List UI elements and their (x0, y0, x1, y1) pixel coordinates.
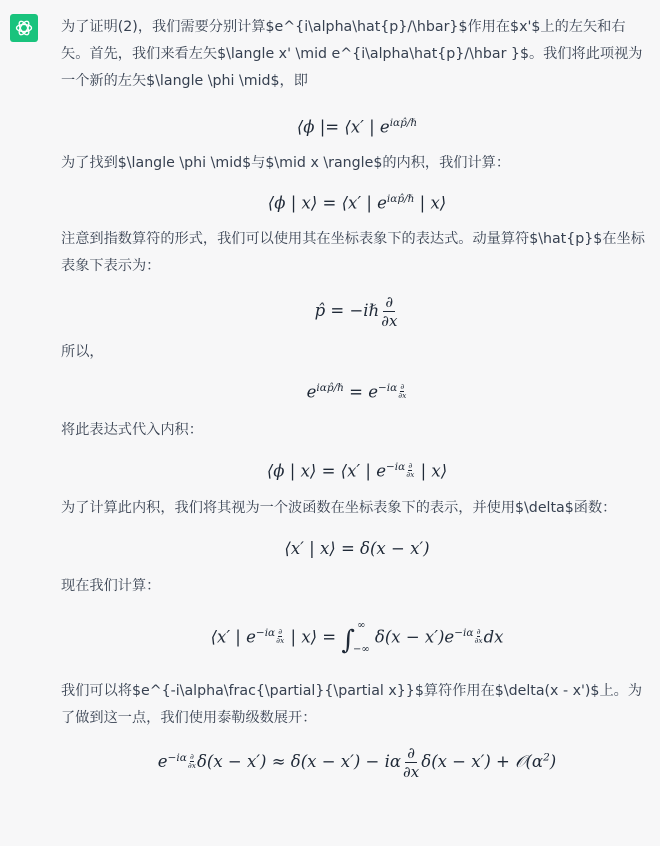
assistant-avatar (10, 14, 38, 42)
equation-substituted: ⟨ϕ | x⟩ = ⟨x′ | $e^{-i\alpha \partial \partial x}$ | x⟩ (266, 460, 448, 480)
message-content (61, 14, 653, 781)
equation-integral: ⟨x′ | $e^{-i\alpha \partial \partial x}$ | x⟩ = ∫ ∞ −∞ $\delta(x - x')e^{-i\alpha \partial \partial x}$ dx (210, 620, 504, 656)
openai-logo-icon (14, 18, 34, 38)
equation-delta: ⟨x′ | x⟩ = δ(x − x′) (284, 539, 430, 558)
paragraph-2: 为了找到$\langle \phi \mid$与$\mid x \rangle$的内积，我们计算： (61, 154, 511, 171)
paragraph-8: 我们可以将$e^{-i\alpha\frac{\partial}{\partial x}}$算符作用在$\delta(x - x')$上。为了做到这一点，我们使用泰勒级数展开： (61, 683, 643, 726)
paragraph-5: 将此表达式代入内积： (61, 421, 203, 438)
paragraph-7: 现在我们计算： (61, 578, 161, 594)
equation-phi-bra: ⟨ϕ |= ⟨x′ | $e^{i\alpha p̂/\hbar}$ (296, 117, 418, 137)
equation-momentum-operator: p̂ = −iℏ $\frac{\partial}{\partial x}$ (314, 293, 398, 330)
equation-inner-product: ⟨ϕ | x⟩ = ⟨x′ | $e^{i\alpha p̂/\hbar}$ | x⟩ (267, 192, 447, 212)
equation-exponential: $e^{i\alpha p̂/\hbar} = e^{-i\alpha \partial \partial x}$ (306, 382, 407, 402)
paragraph-4: 所以， (61, 344, 104, 360)
paragraph-3: 注意到指数算符的形式，我们可以使用其在坐标表象下的表达式。动量算符$\hat{p}$在坐标表象下表示为： (61, 231, 645, 274)
paragraph-1: 为了证明(2)，我们需要分别计算$e^{i\alpha\hat{p}/\hbar}$作用在$x'$上的左矢和右矢。首先，我们来看左矢$\langle x' \mid e^{i\alpha\hat{p}/\hbar }$。我们将此项视为一个新的左矢$\langle \phi \mid$，即 (61, 19, 643, 89)
equation-taylor-expansion: $e^{-i\alpha \partial \partial x}$ δ(x − x′) ≈ δ(x − x′) − iα $\frac{\partial}{\partial x}$ $\delta(x - x') + 𝒪(\alpha^2)$ (157, 744, 557, 781)
paragraph-6: 为了计算此内积，我们将其视为一个波函数在坐标表象下的表示，并使用$\delta$函数： (61, 500, 617, 516)
